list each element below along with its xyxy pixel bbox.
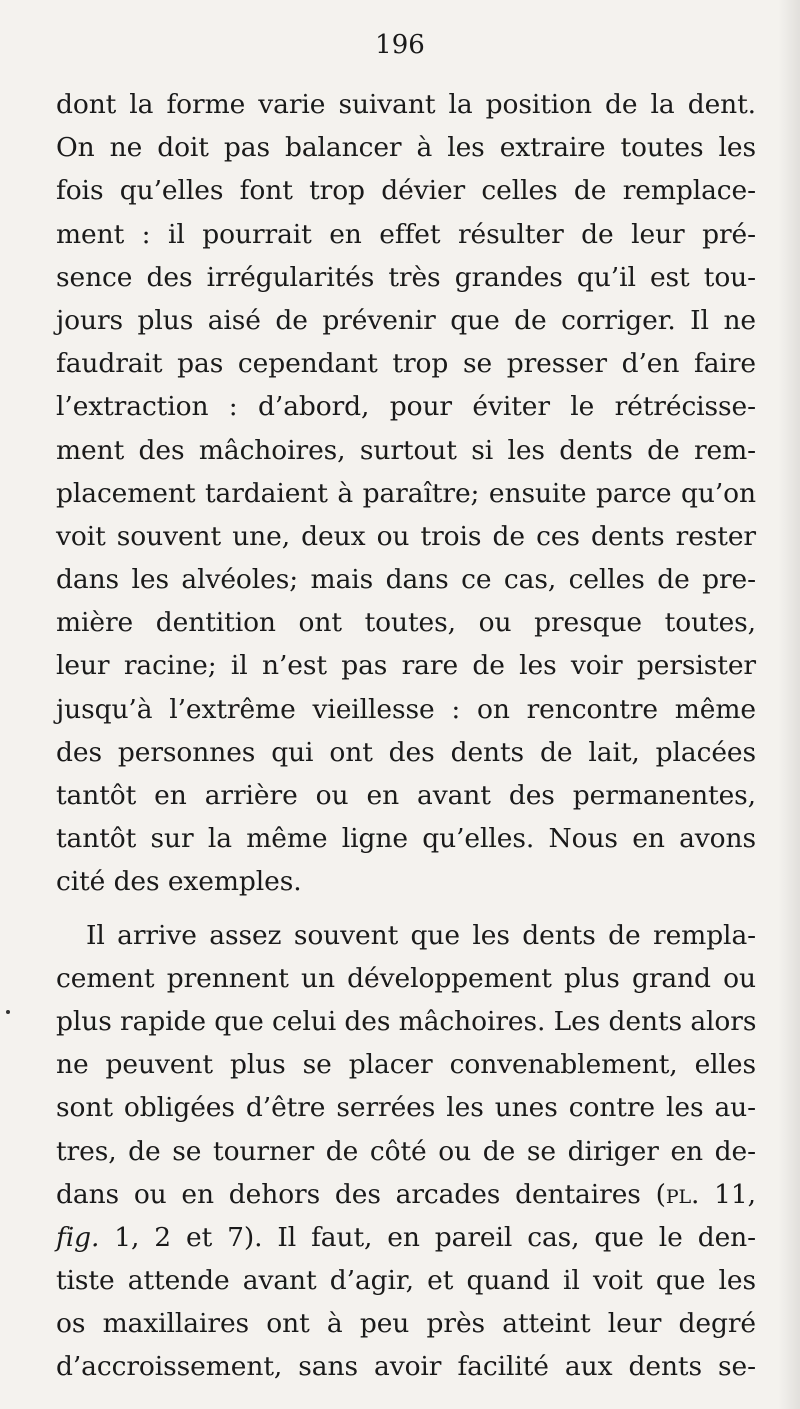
text-line: tantôt sur la même ligne qu’elles. Nous en avons — [56, 823, 756, 855]
text-line: leur racine; il n’est pas rare de les voir persister — [56, 650, 756, 682]
text-segment: dans ou en dehors des arcades dentaires ( — [56, 1178, 666, 1210]
text-line: dans les alvéoles; mais dans ce cas, celles de pre- — [56, 564, 756, 596]
text-line: fois qu’elles font trop dévier celles de remplace- — [56, 175, 756, 207]
text-line: ment des mâchoires, surtout si les dents de rem- — [56, 434, 756, 466]
body-text — [56, 83, 756, 1389]
text-line: tres, de se tourner de côté ou de se diriger en de- — [56, 1135, 756, 1167]
text-line: faudrait pas cependant trop se presser d’en faire — [56, 348, 756, 380]
text-line-with-plate-ref — [56, 1173, 756, 1216]
text-line: os maxillaires ont à peu près atteint leur degré — [56, 1308, 756, 1340]
paragraph-gap — [56, 904, 756, 914]
text-line: l’extraction : d’abord, pour éviter le rétrécisse- — [56, 391, 756, 423]
punctuation: , — [747, 1178, 756, 1210]
text-line: ment : il pourrait en effet résulter de leur pré- — [56, 218, 756, 250]
margin-speck — [6, 1010, 10, 1014]
text-line: cement prennent un développement plus grand ou — [56, 962, 756, 994]
text-line: dont la forme varie suivant la position de la dent. — [56, 89, 756, 120]
text-line: ne peuvent plus se placer convenablement, elles — [56, 1049, 756, 1081]
text-line: des personnes qui ont des dents de lait, placées — [56, 736, 756, 768]
text-line: mière dentition ont toutes, ou presque toutes, — [56, 607, 756, 639]
text-line: placement tardaient à paraître; ensuite parce qu’on — [56, 477, 756, 509]
plate-number: 11 — [714, 1178, 748, 1210]
text-line: sence des irrégularités très grandes qu’il est tou- — [56, 261, 756, 293]
figure-abbrev: fig. — [56, 1221, 100, 1253]
page-edge-shadow — [778, 0, 800, 1409]
text-line-with-figure-ref — [56, 1216, 756, 1259]
text-line: voit souvent une, deux ou trois de ces dents rester — [56, 520, 756, 552]
paragraph-end-line: cité des exemples. — [56, 866, 302, 898]
paragraph-start-line: Il arrive assez souvent que les dents de rempla- — [86, 919, 756, 951]
text-line: tantôt en arrière ou en avant des permanentes, — [56, 780, 756, 811]
text-line: tiste attende avant d’agir, et quand il voit que les — [56, 1265, 756, 1297]
page-number: 196 — [375, 30, 425, 60]
text-segment: 1, 2 et 7). Il faut, en pareil cas, que le den- — [99, 1221, 756, 1253]
text-line: On ne doit pas balancer à les extraire toutes les — [56, 132, 756, 164]
text-line: jusqu’à l’extrême vieillesse : on rencontre même — [56, 693, 756, 725]
plate-label: pl. — [665, 1178, 700, 1210]
text-line: plus rapide que celui des mâchoires. Les dents alors — [56, 1005, 757, 1037]
text-line: jours plus aisé de prévenir que de corriger. Il ne — [56, 304, 756, 336]
text-line: sont obligées d’être serrées les unes contre les au- — [56, 1092, 756, 1124]
text-line: d’accroissement, sans avoir facilité aux dents se- — [56, 1351, 756, 1383]
